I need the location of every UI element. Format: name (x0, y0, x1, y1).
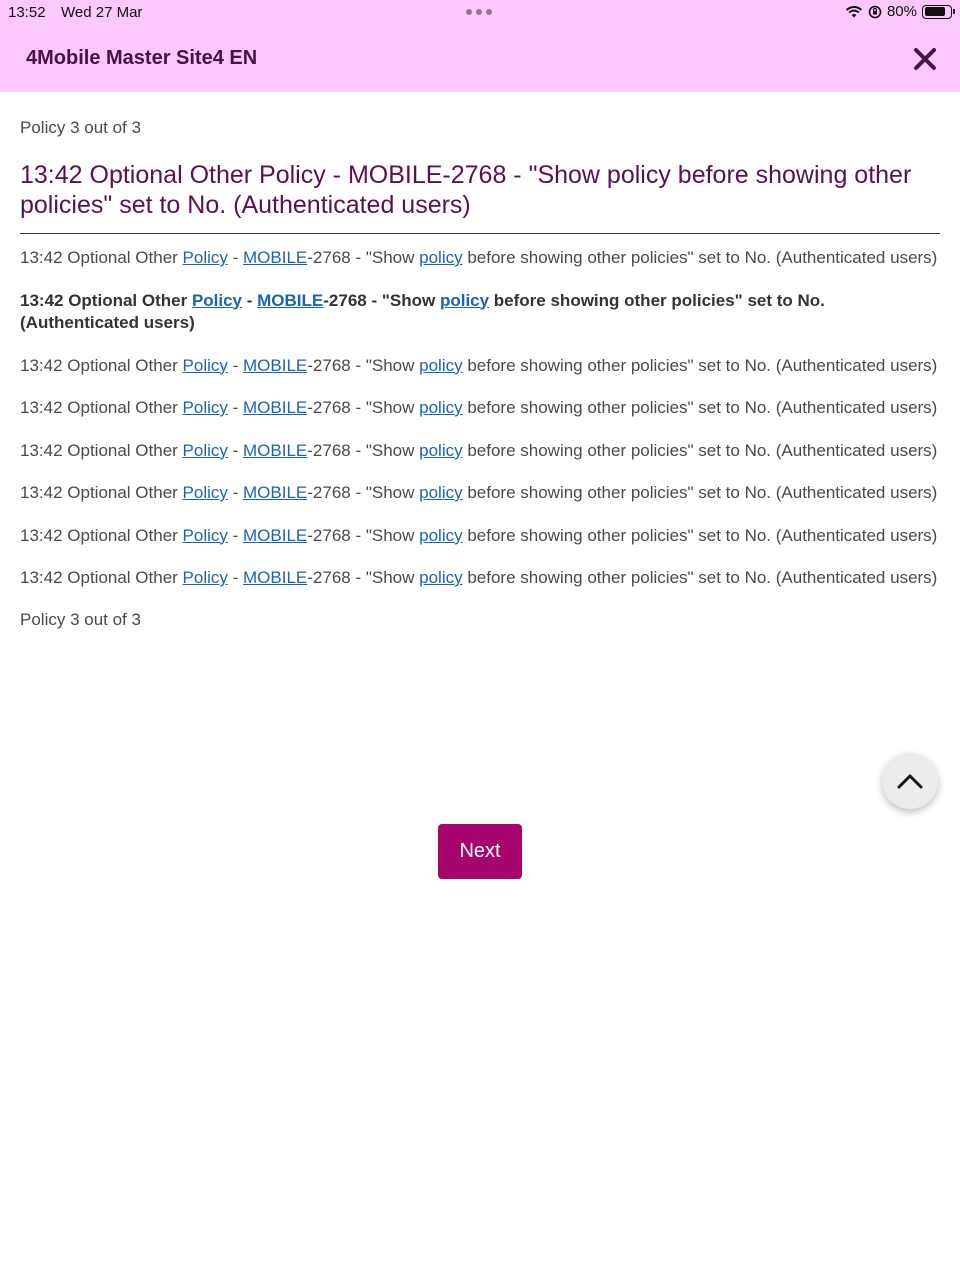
policy-link[interactable]: policy (419, 398, 463, 417)
paragraph-text: before showing other policies" set to No. (Authenticated users) (462, 398, 938, 417)
battery-icon (922, 5, 952, 19)
paragraph-text: 13:42 Optional Other (20, 398, 183, 417)
battery-percent: 80% (886, 3, 917, 20)
policy-link[interactable]: policy (419, 248, 463, 267)
policy-paragraph (20, 397, 940, 420)
paragraph-text: - (227, 525, 244, 545)
paragraph-text: 13:42 Optional Other (20, 290, 192, 310)
paragraph-text: -2768 - "Show (307, 440, 420, 460)
policy-content (20, 92, 940, 630)
mobile-link[interactable]: MOBILE (243, 440, 308, 460)
next-button[interactable]: Next (438, 824, 522, 879)
status-date: Wed 27 Mar (61, 4, 143, 21)
paragraph-text: 13:42 Optional Other (20, 483, 183, 502)
paragraph-text: - (227, 398, 244, 417)
scroll-to-top-button[interactable] (882, 753, 938, 809)
paragraph-text: before showing other policies" set to No. (Authenticated users) (20, 290, 825, 332)
policy-title: 13:42 Optional Other Policy - MOBILE-2768 - "Show policy before showing other policies" set to No. (Authenticated users) (20, 161, 912, 219)
mobile-link[interactable]: MOBILE (243, 483, 308, 502)
policy-paragraph (20, 247, 940, 270)
status-right (845, 3, 952, 20)
paragraph-text: -2768 - "Show (307, 398, 420, 417)
paragraph-text: 13:42 Optional Other (20, 568, 183, 587)
policy-link[interactable]: Policy (182, 355, 228, 375)
policy-link[interactable]: policy (419, 355, 463, 375)
paragraph-text: before showing other policies" set to No. (Authenticated users) (462, 440, 938, 460)
paragraph-text: 13:42 Optional Other (20, 525, 183, 545)
paragraph-text: before showing other policies" set to No. (Authenticated users) (462, 525, 938, 545)
policy-link[interactable]: Policy (191, 290, 243, 310)
policy-paragraph (20, 567, 940, 590)
policy-link[interactable]: Policy (182, 525, 228, 545)
policy-counter-bottom: Policy 3 out of 3 (20, 609, 141, 629)
policy-link[interactable]: policy (419, 568, 463, 587)
mobile-link[interactable]: MOBILE (243, 248, 308, 267)
paragraph-text: - (227, 440, 244, 460)
policy-link[interactable]: Policy (182, 248, 228, 267)
paragraph-text: 13:42 Optional Other (20, 440, 183, 460)
mobile-link[interactable]: MOBILE (243, 568, 308, 587)
paragraph-text: -2768 - "Show (307, 568, 420, 587)
policy-link[interactable]: policy (419, 440, 463, 460)
paragraph-text: -2768 - "Show (307, 525, 420, 545)
multitasking-dots-icon[interactable] (466, 9, 492, 15)
paragraph-text: -2768 - "Show (323, 290, 440, 310)
policy-paragraph (20, 482, 940, 505)
policy-counter: Policy 3 out of 3 (20, 118, 141, 137)
chevron-up-icon (896, 772, 924, 790)
policy-paragraph (20, 440, 940, 463)
paragraph-text: -2768 - "Show (307, 248, 420, 267)
policy-link[interactable]: policy (419, 525, 463, 545)
paragraph-text: - (227, 483, 244, 502)
mobile-link[interactable]: MOBILE (243, 525, 308, 545)
paragraph-text: - (227, 355, 244, 375)
policy-link[interactable]: Policy (182, 568, 228, 587)
policy-paragraph (20, 525, 940, 548)
mobile-link[interactable]: MOBILE (257, 290, 324, 310)
top-bar (0, 0, 960, 92)
orientation-lock-icon (868, 5, 882, 19)
status-bar (0, 0, 960, 26)
mobile-link[interactable]: MOBILE (243, 398, 308, 417)
policy-link[interactable]: policy (419, 483, 463, 502)
paragraph-text: 13:42 Optional Other (20, 248, 183, 267)
policy-paragraph (20, 290, 940, 335)
paragraph-text: - (227, 568, 244, 587)
paragraph-text: before showing other policies" set to No. (Authenticated users) (462, 483, 938, 502)
status-time: 13:52 (8, 4, 46, 21)
close-icon[interactable] (912, 46, 938, 72)
policy-text (20, 247, 940, 590)
paragraph-text: - (227, 248, 244, 267)
policy-paragraph (20, 355, 940, 378)
divider (20, 233, 940, 234)
paragraph-text: -2768 - "Show (307, 483, 420, 502)
policy-link[interactable]: Policy (182, 440, 228, 460)
paragraph-text: -2768 - "Show (307, 355, 420, 375)
paragraph-text: before showing other policies" set to No. (Authenticated users) (462, 355, 938, 375)
paragraph-text: 13:42 Optional Other (20, 355, 183, 375)
policy-link[interactable]: Policy (182, 398, 228, 417)
paragraph-text: before showing other policies" set to No. (Authenticated users) (462, 248, 938, 267)
policy-link[interactable]: policy (439, 290, 490, 310)
mobile-link[interactable]: MOBILE (243, 355, 308, 375)
paragraph-text: - (242, 290, 258, 310)
policy-link[interactable]: Policy (182, 483, 228, 502)
paragraph-text: before showing other policies" set to No. (Authenticated users) (462, 568, 938, 587)
site-title: 4Mobile Master Site4 EN (26, 47, 258, 69)
wifi-icon (845, 5, 863, 19)
